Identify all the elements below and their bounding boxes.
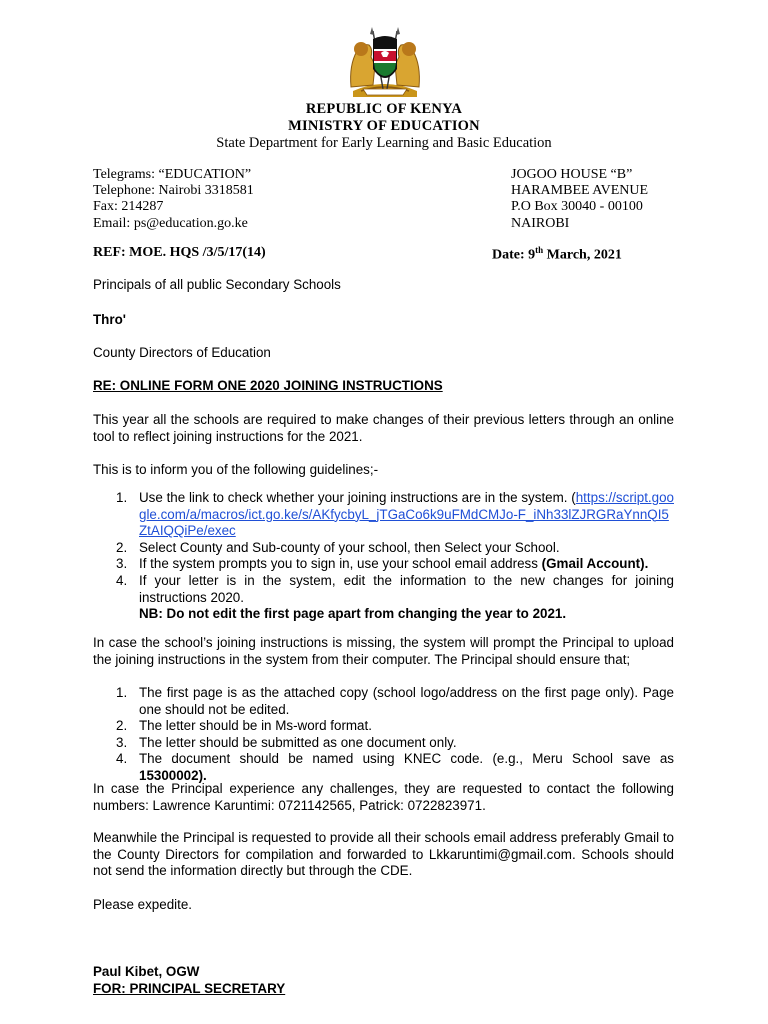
- signatory-title: FOR: PRINCIPAL SECRETARY: [93, 981, 286, 996]
- paragraph-expedite: Please expedite.: [93, 897, 193, 912]
- paragraph-missing: In case the school’s joining instructions is missing, the system will prompt the Principal to upload the joining instructions in the system from their computer. The Principal should ensure that;: [93, 635, 674, 667]
- list-item: 4. The document should be named using KNEC code. (e.g., Meru School save as 15300002).: [116, 751, 674, 783]
- list-item: 2. The letter should be in Ms-word format.: [116, 718, 372, 734]
- fax-line: Fax: 214287: [93, 199, 164, 215]
- paragraph-email-request: Meanwhile the Principal is requested to provide all their schools email address preferably Gmail to the County Directors for compilation and forwarded to Lkkaruntimi@gmail.com. Schools should not send the information directly but through the CDE.: [93, 830, 674, 879]
- po-box-line: P.O Box 30040 - 00100: [511, 199, 643, 215]
- paragraph-intro: This year all the schools are required to make changes of their previous letters through an online tool to reflect joining instructions for the 2021.: [93, 412, 674, 444]
- letter-date: Date: 9th March, 2021: [492, 245, 622, 263]
- list-item: 2. Select County and Sub-county of your school, then Select your School.: [116, 539, 560, 555]
- city-line: NAIROBI: [511, 215, 570, 231]
- email-line: Email: ps@education.go.ke: [93, 215, 248, 231]
- signatory-name: Paul Kibet, OGW: [93, 964, 200, 979]
- ministry-heading: MINISTRY OF EDUCATION: [288, 118, 480, 134]
- thro-label: Thro': [93, 312, 126, 327]
- street-line: HARAMBEE AVENUE: [511, 183, 649, 199]
- telephone-line: Telephone: Nairobi 3318581: [93, 183, 254, 199]
- reference-number: REF: MOE. HQS /3/5/17(14): [93, 245, 266, 260]
- building-line: JOGOO HOUSE “B”: [511, 167, 633, 182]
- subject-line: RE: ONLINE FORM ONE 2020 JOINING INSTRUCTIONS: [93, 378, 443, 393]
- list-item: 3. If the system prompts you to sign in, use your school email address (Gmail Account).: [116, 556, 649, 572]
- contact-block-right: [511, 167, 648, 232]
- list-item: 1. The first page is as the attached copy (school logo/address on the first page only). Page one should not be edited.: [116, 685, 674, 717]
- nb-note: NB: Do not edit the first page apart from changing the year to 2021.: [139, 606, 567, 622]
- telegrams-line: Telegrams: “EDUCATION”: [93, 167, 252, 182]
- contact-block-left: [93, 167, 254, 232]
- coat-of-arms-icon: [343, 25, 427, 101]
- department-heading: State Department for Early Learning and Basic Education: [216, 135, 552, 151]
- script-link[interactable]: https://script.google.com/a/macros/ict.go.ke/s/AKfycbyL_jTGaCo6k9uFMdCMJo-F_iNh33lZJRGRaYnnQI5ZtAIQQiPe/exec: [139, 490, 674, 539]
- guidelines-list: [93, 490, 674, 623]
- list-item: 1. Use the link to check whether your joining instructions are in the system. (https://script.google.com/a/macros/ict.go.ke/s/AKfycbyL_jTGaCo6k9uFMdCMJo-F_iNh33lZJRGRaYnnQI5ZtAIQQiPe/exec: [116, 490, 674, 539]
- list-item: 4. If your letter is in the system, edit the information to the new changes for joining instructions 2020. NB: Do not edit the first page apart from changing the year to 2021.: [116, 572, 674, 622]
- paragraph-guidelines: This is to inform you of the following guidelines;-: [93, 462, 379, 477]
- list-item: 3. The letter should be submitted as one document only.: [116, 734, 457, 750]
- country-heading: REPUBLIC OF KENYA: [305, 101, 463, 117]
- ensure-list: [93, 685, 674, 785]
- county-directors: County Directors of Education: [93, 345, 271, 360]
- addressee: Principals of all public Secondary Schools: [93, 277, 341, 292]
- paragraph-contacts: In case the Principal experience any challenges, they are requested to contact the following numbers: Lawrence Karuntimi: 0721142565, Patrick: 0722823971.: [93, 781, 674, 813]
